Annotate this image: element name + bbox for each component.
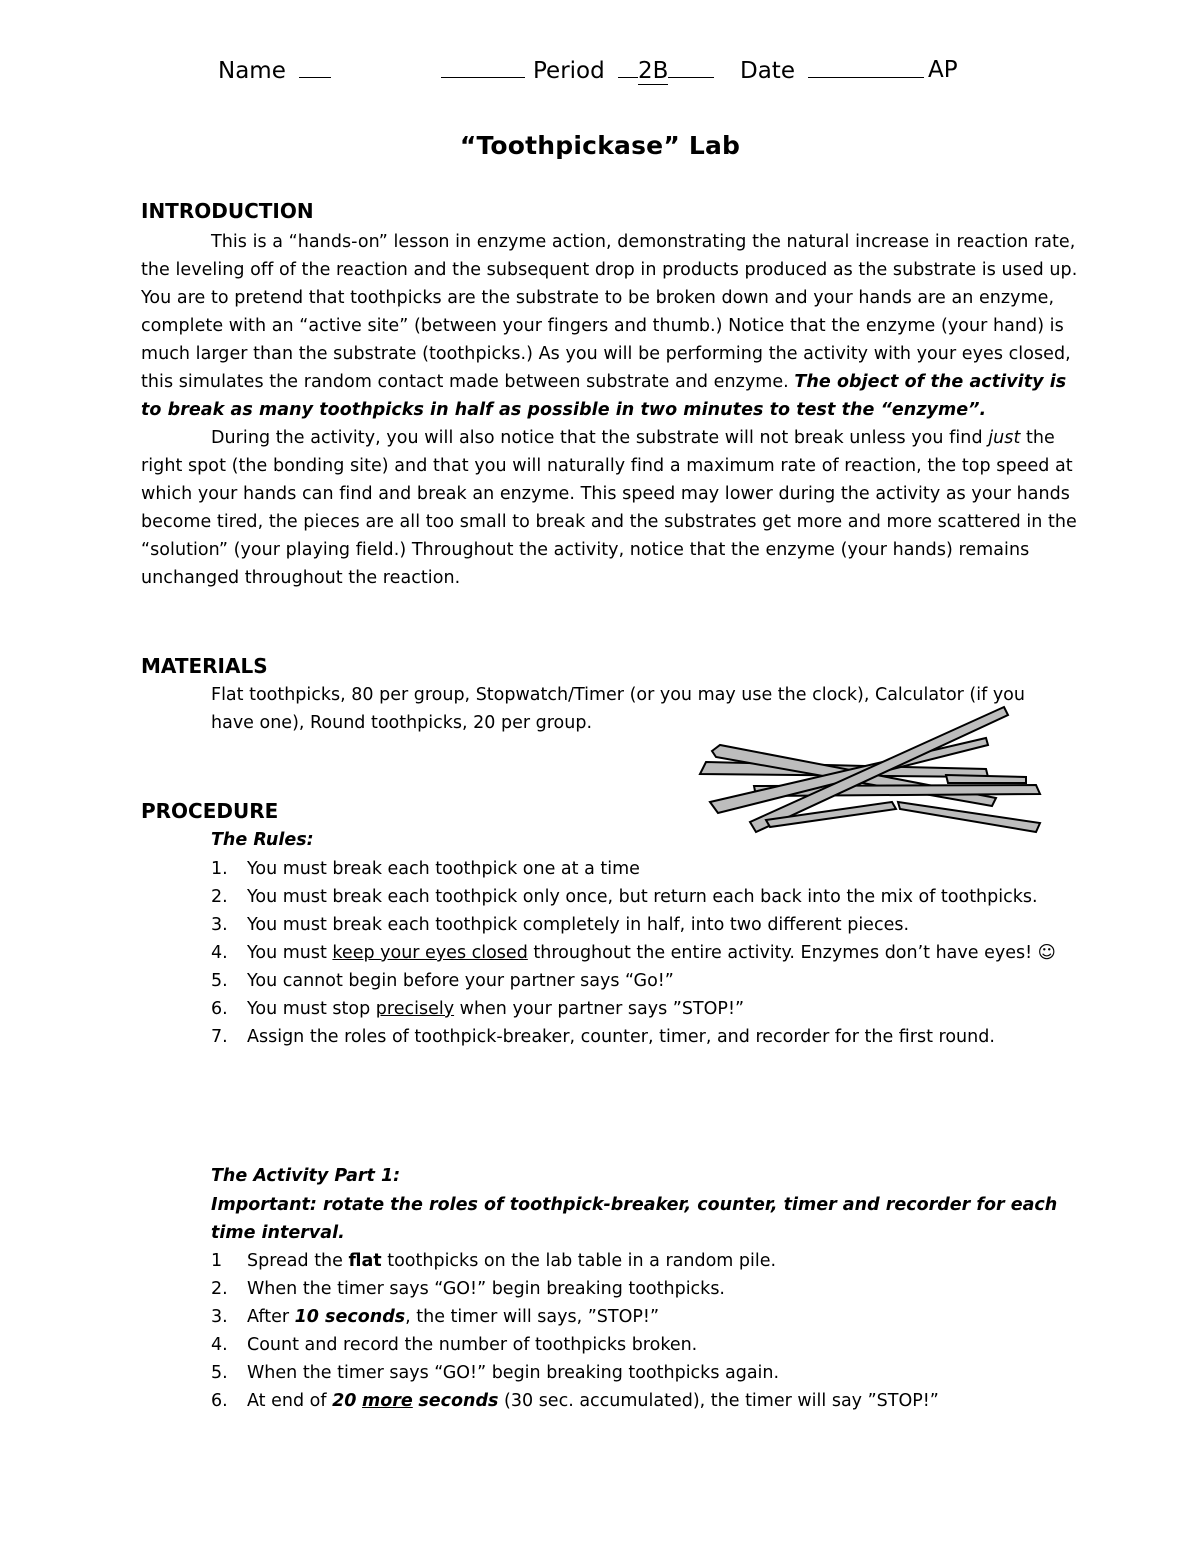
list-item: 4. You must keep your eyes closed throughout the entire activity. Enzymes don’t have eyes! ☺ — [211, 943, 1056, 963]
introduction-heading: INTRODUCTION — [141, 199, 314, 223]
name-blank-1 — [299, 57, 331, 78]
name-field — [218, 57, 331, 84]
toothpick — [946, 775, 1026, 783]
name-label: Name — [218, 58, 286, 84]
period-label: Period — [533, 58, 605, 84]
objective-statement: The object of the activity is to break as many toothpicks in half as possible in two minutes to test the “enzyme”. — [141, 372, 1067, 420]
date-label: Date — [740, 58, 795, 84]
list-item: 5. You cannot begin before your partner says “Go!” — [211, 971, 674, 991]
materials-list: Flat toothpicks, 80 per group, Stopwatch/Timer (or you may use the clock), Calculator (if you have one), Round toothpicks, 20 per group. — [211, 685, 1025, 733]
list-item: 6. At end of 20 more seconds (30 sec. accumulated), the timer will say ”STOP!” — [211, 1391, 939, 1411]
period-value: 2B — [638, 58, 669, 84]
materials-heading: MATERIALS — [141, 654, 268, 678]
activity-steps — [211, 1247, 1071, 1415]
list-item: 3. You must break each toothpick completely in half, into two different pieces. — [211, 915, 910, 935]
list-item: 1. You must break each toothpick one at a time — [211, 859, 640, 879]
important-note: Important: rotate the roles of toothpick-breaker, counter, timer and recorder for each time interval. — [211, 1195, 1058, 1243]
rules-list — [211, 855, 1071, 1051]
list-item: 5. When the timer says “GO!” begin breaking toothpicks again. — [211, 1363, 780, 1383]
list-item: 2. When the timer says “GO!” begin breaking toothpicks. — [211, 1279, 725, 1299]
rules-heading: The Rules: — [211, 830, 314, 850]
procedure-heading: PROCEDURE — [141, 799, 279, 823]
list-item: 3. After 10 seconds, the timer will says, ”STOP!” — [211, 1307, 660, 1327]
activity-heading: The Activity Part 1: — [211, 1166, 401, 1186]
toothpick — [898, 802, 1040, 832]
page-title: “Toothpickase” Lab — [459, 131, 741, 160]
period-field — [533, 57, 714, 84]
list-item: 7. Assign the roles of toothpick-breaker, counter, timer, and recorder for the first round. — [211, 1027, 995, 1047]
list-item: 6. You must stop precisely when your partner says ”STOP!” — [211, 999, 745, 1019]
list-item: 2. You must break each toothpick only once, but return each back into the mix of toothpicks. — [211, 887, 1038, 907]
introduction-paragraph-2: During the activity, you will also notice that the substrate will not break unless you find just the right spot (the bonding site) and that you will naturally find a maximum rate of reaction, the top speed at which your hands can find and break an enzyme. This speed may lower during the activity as your hands become tired, the pieces are all too small to break and the substrates get more and more scattered in the “solution” (your playing field.) Throughout the activity, notice that the enzyme (your hands) remains unchanged throughout the reaction. — [141, 428, 1077, 588]
introduction-paragraph-1: This is a “hands-on” lesson in enzyme action, demonstrating the natural increase in reaction rate, the leveling off of the reaction and the subsequent drop in products produced as the substrate is used up. You are to pretend that toothpicks are the substrate to be broken down and your hands are an enzyme, complete with an “active site” (between your fingers and thumb.) Notice that the enzyme (your hand) is much larger than the substrate (toothpicks.) As you will be performing the activity with your eyes closed, this simulates the random contact made between substrate and enzyme. The object of the activity is to break as many toothpicks in half as possible in two minutes to test the “enzyme”. — [141, 232, 1078, 420]
list-item: 1 Spread the flat toothpicks on the lab table in a random pile. — [211, 1251, 777, 1271]
list-item: 4. Count and record the number of toothpicks broken. — [211, 1335, 698, 1355]
name-blank-2 — [441, 57, 525, 84]
date-field — [740, 57, 924, 84]
introduction-body — [141, 228, 1081, 592]
course-label: AP — [928, 57, 958, 83]
toothpicks-illustration — [696, 705, 1048, 840]
